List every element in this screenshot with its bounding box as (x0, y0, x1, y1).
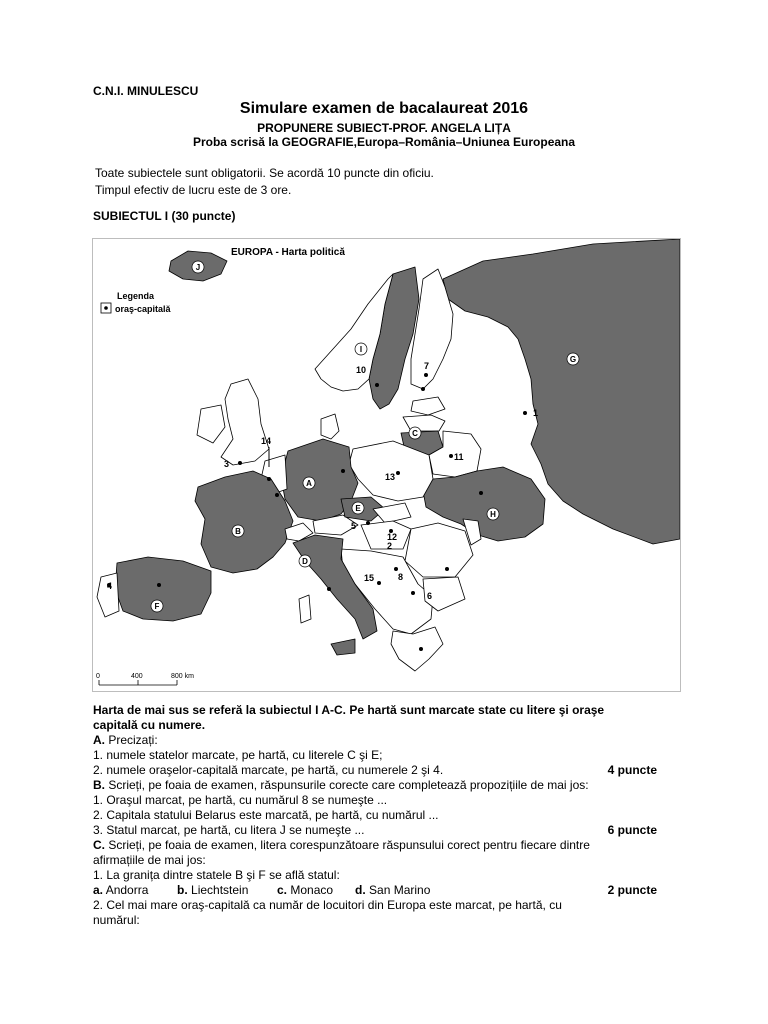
option-c: c. Monaco (277, 883, 334, 897)
map-title: EUROPA - Harta politică (231, 247, 345, 258)
question-a1: 1. numele statelor marcate, pe hartă, cu literele C şi E; (93, 748, 383, 762)
option-b: b. Liechtstein (177, 883, 249, 897)
question-c1-options-row (93, 883, 663, 898)
map-number-12: 12 (387, 532, 398, 542)
question-c2-line-1: 2. Cel mai mare oraş-capitală ca număr de locuitori din Europa este marcat, pe hartă, cu (93, 898, 562, 912)
map-scale-bar (99, 680, 177, 685)
option-d: d. San Marino (355, 883, 431, 897)
question-b2: 2. Capitala statului Belarus este marcată, pe hartă, cu numărul ... (93, 808, 439, 822)
map-number-1: 1 (533, 408, 539, 418)
question-c1: 1. La granița dintre statele B şi F se află statul: (93, 868, 340, 882)
section-b-label: B. (93, 778, 105, 792)
map-state-greece (391, 627, 443, 671)
map-number-2: 2 (387, 541, 393, 551)
map-number-10: 10 (356, 365, 367, 375)
section-c-label: C. (93, 838, 105, 852)
map-number-7: 7 (424, 361, 430, 371)
map-state-hungary (361, 521, 411, 549)
question-b1: 1. Oraşul marcat, pe hartă, cu numărul 8 se numeşte ... (93, 793, 388, 807)
map-number-13: 13 (385, 472, 396, 482)
svg-text:F: F (154, 602, 160, 611)
map-state-spain (115, 557, 211, 621)
section-a-heading (93, 733, 663, 748)
questions-block (93, 703, 663, 928)
question-a2: 2. numele oraşelor-capitală marcate, pe hartă, cu numerele 2 şi 4. (93, 763, 444, 777)
section-c-text: Scrieți, pe foaia de examen, litera corespunzătoare răspunsului corect pentru fiecare dintre (105, 838, 590, 852)
map-state-estonia (411, 397, 445, 415)
europe-political-map (92, 238, 681, 692)
svg-text:J: J (195, 263, 201, 272)
section-a-points: 4 puncte (607, 763, 657, 777)
exam-title: Simulare examen de bacalaureat 2016 (239, 100, 529, 117)
map-state-denmark (321, 414, 339, 439)
svg-text:A: A (306, 479, 312, 488)
map-number-4: 4 (107, 581, 113, 591)
section-c-points: 2 puncte (607, 883, 657, 897)
section-a-text: Precizați: (105, 733, 158, 747)
svg-text:D: D (302, 557, 308, 566)
question-b3: 3. Statul marcat, pe hartă, cu litera J se numeşte ... (93, 823, 365, 837)
question-c2-line-2: numărul: (93, 913, 140, 927)
map-legend-title: Legenda (117, 291, 155, 301)
option-a: a. Andorra (93, 883, 149, 897)
instructions-line-1: Toate subiectele sunt obligatorii. Se acordă 10 puncte din oficiu. (95, 166, 434, 180)
section-a-label: A. (93, 733, 105, 747)
map-letter-A (303, 477, 315, 489)
map-letter-G (567, 353, 579, 365)
section-c-heading (93, 838, 663, 853)
map-scale-800: 800 km (171, 673, 194, 680)
exam-subtitle-author: PROPUNERE SUBIECT-PROF. ANGELA LIȚA (257, 121, 511, 135)
svg-text:B: B (235, 527, 241, 536)
svg-text:G: G (569, 355, 577, 364)
svg-text:C: C (412, 429, 418, 438)
map-letter-I (355, 343, 367, 355)
svg-text:H: H (490, 510, 496, 519)
map-state-uk (221, 379, 272, 465)
map-number-15: 15 (364, 573, 375, 583)
school-name: C.N.I. MINULESCU (93, 84, 199, 98)
question-a2-row (93, 763, 663, 778)
map-scale-400: 400 (131, 673, 143, 680)
map-state-ireland (197, 405, 225, 443)
questions-intro-2: capitală cu numere. (93, 718, 206, 732)
section-b-text: Scrieți, pe foaia de examen, răspunsurile corecte care completează propozițiile de mai jos: (105, 778, 589, 792)
exam-subtitle-subject: Proba scrisă la GEOGRAFIE,Europa–România–Uniunea Europeana (192, 135, 576, 149)
map-number-11: 11 (454, 452, 464, 462)
map-letter-F (151, 600, 163, 612)
map-state-romania (405, 523, 473, 577)
section-b-heading (93, 778, 663, 793)
svg-text:I: I (359, 345, 363, 354)
map-letter-B (232, 525, 244, 537)
map-letter-D (299, 555, 311, 567)
map-island-sardinia (299, 595, 311, 623)
map-letter-H (487, 508, 499, 520)
map-state-latvia (403, 415, 445, 431)
map-number-8: 8 (398, 572, 404, 582)
svg-text:E: E (355, 504, 361, 513)
section-b-points: 6 puncte (607, 823, 657, 837)
map-number-5: 5 (351, 521, 357, 531)
instructions (95, 165, 434, 199)
question-b3-row (93, 823, 663, 838)
map-state-portugal (97, 573, 119, 617)
map-number-3: 3 (224, 459, 230, 469)
subject-title: SUBIECTUL I (30 puncte) (93, 209, 236, 223)
map-number-14: 14 (261, 436, 272, 446)
map-letter-C (409, 427, 421, 439)
map-scale-0: 0 (96, 673, 100, 680)
map-island-sicily (331, 639, 355, 655)
map-legend-item: oraş-capitală (115, 304, 171, 314)
section-c-text-2: afirmațiile de mai jos: (93, 853, 206, 867)
map-letter-E (352, 502, 364, 514)
map-legend-dot (104, 306, 108, 310)
map-letter-J (192, 261, 204, 273)
instructions-line-2: Timpul efectiv de lucru este de 3 ore. (95, 183, 292, 197)
questions-intro-1: Harta de mai sus se referă la subiectul I A-C. Pe hartă sunt marcate state cu litere şi oraşe (93, 703, 605, 717)
map-number-6: 6 (427, 591, 433, 601)
